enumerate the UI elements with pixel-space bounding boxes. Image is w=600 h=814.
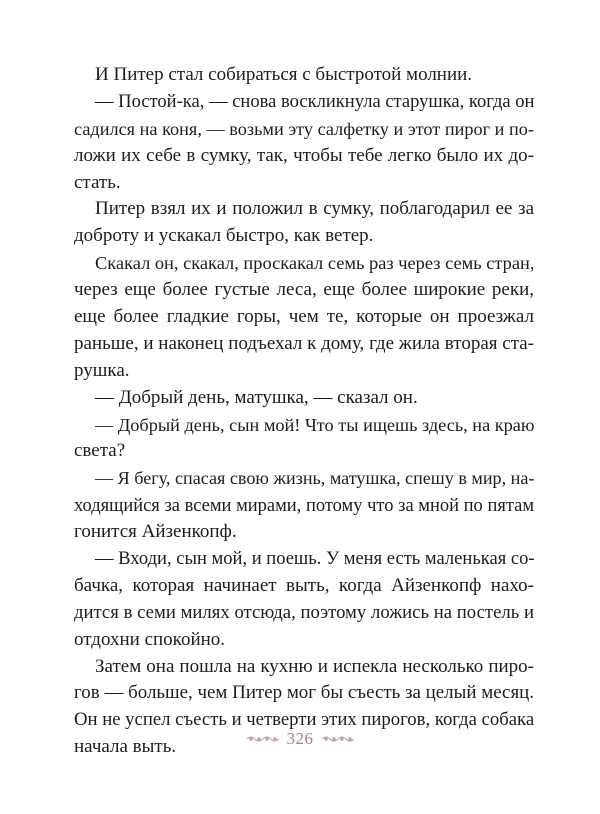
text-line: Скакал он, скакал, проскакал семь раз через семь стран, [95, 253, 535, 274]
text-line: еще более гладкие горы, чем те, которые он проезжал [74, 306, 534, 328]
text-line: бачка, которая начинает выть, когда Айзенкопф нахо- [74, 574, 534, 596]
text-line: стать. [74, 171, 121, 193]
text-line: — Добрый день, матушка, — сказал он. [95, 386, 418, 408]
text-line: дится в семи милях отсюда, поэтому ложись на постель и [74, 601, 534, 623]
text-line: — Добрый день, сын мой! Что ты ищешь здесь, на краю [95, 414, 535, 435]
text-line: И Питер стал собираться с быстротой молнии. [95, 64, 473, 85]
paragraph [74, 412, 534, 466]
paragraph [74, 196, 534, 250]
paragraph [74, 89, 534, 197]
body-text [74, 62, 534, 761]
page-number: 326 [286, 729, 314, 748]
paragraph [74, 385, 534, 412]
paragraph [74, 250, 534, 384]
text-line: раньше, и наконец подъехал к дому, где жила вторая ста- [74, 332, 534, 354]
text-line: Он не успел съесть и четверти этих пирогов, когда собака [74, 709, 535, 731]
text-line: доброту и ускакал быстро, как ветер. [74, 225, 374, 247]
text-line: — Входи, сын мой, и поешь. У меня есть маленькая со- [95, 548, 535, 570]
text-line: — Я бегу, спасая свою жизнь, матушка, спешу в мир, на- [95, 468, 535, 489]
text-line: отдохни спокойно. [74, 628, 226, 650]
paragraph [74, 465, 534, 546]
text-line: рушка. [74, 359, 130, 381]
text-line: садился на коня, — возьми эту салфетку и этот пирог и по- [74, 118, 534, 139]
paragraph [74, 62, 534, 89]
folio-group [245, 729, 356, 749]
text-line: ложи их себе в сумку, так, чтобы тебе легко было их до- [74, 144, 534, 166]
text-line: гонится Айзенкопф. [74, 521, 237, 543]
page-footer [0, 728, 600, 750]
text-line: света? [74, 440, 126, 462]
text-line: начала выть. [74, 736, 177, 758]
paragraph [74, 546, 534, 654]
text-line: гов — больше, чем Питер мог бы съесть за целый месяц. [74, 682, 534, 704]
text-line: через еще более густые леса, еще более широкие реки, [74, 279, 534, 301]
ornament-right-icon [320, 733, 356, 745]
text-line: Затем она пошла на кухню и испекла несколько пиро- [95, 655, 534, 677]
ornament-left-icon [245, 733, 281, 745]
text-line: Питер взял их и положил в сумку, поблагодарил ее за [95, 198, 534, 220]
text-line: ходящийся за всеми мирами, потому что за мной по пятам [74, 495, 534, 516]
text-line: — Постой-ка, — снова воскликнула старушка, когда он [95, 90, 535, 112]
